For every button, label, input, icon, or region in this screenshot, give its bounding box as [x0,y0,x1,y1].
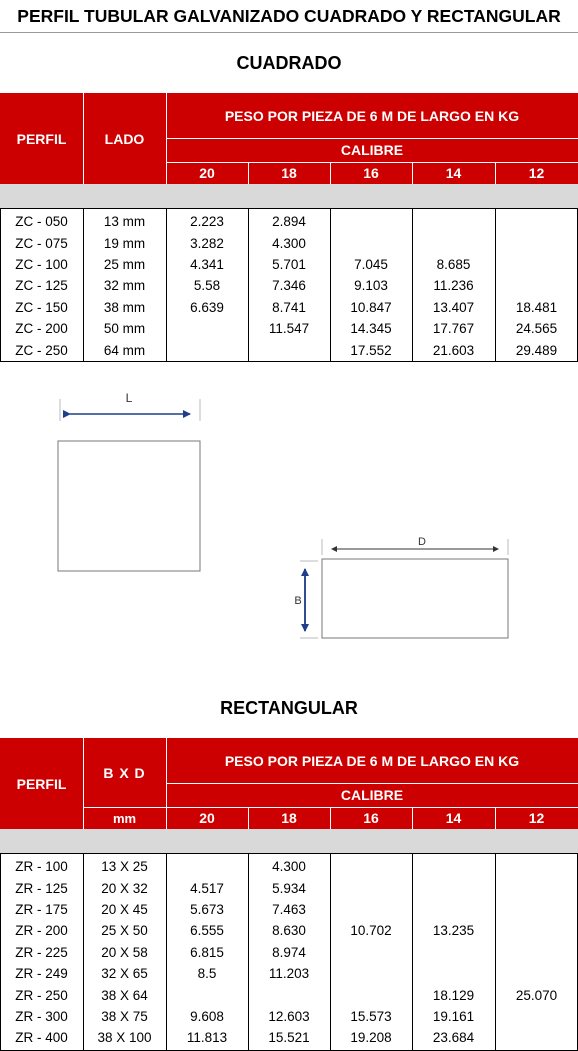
cell-cal-14: 13.235 [432,923,475,939]
cell-cal-14: 18.129 [432,987,475,1003]
cell-cal-18: 5.701 [272,256,306,272]
grid-line [166,162,578,163]
rectangle-profile-drawing [300,539,508,638]
cell-size: 32 mm [103,278,146,294]
cell-perfil: ZR - 250 [15,987,68,1003]
cuadrado-gray-band [0,184,578,208]
grid-line [412,162,413,184]
cell-cal-16 [330,877,412,898]
dimension-diagram-svg [0,385,578,665]
cell-size: 25 mm [103,256,146,272]
cuadrado-calibre-18: 18 [248,162,330,184]
cell-size: 25 X 50 [101,923,148,939]
cell-cal-18: 8.974 [272,944,306,960]
table-row [0,942,578,963]
cell-cal-20: 11.813 [186,1030,228,1046]
cell-cal-14: 21.603 [432,342,475,358]
cell-size: 38 X 100 [97,1030,152,1046]
cell-cal-12 [495,1006,578,1027]
cell-cal-14 [412,963,495,984]
table-row [0,1006,578,1027]
cuadrado-calibre-14: 14 [412,162,495,184]
cell-cal-12: 29.489 [515,342,558,358]
table-row [0,899,578,920]
rectangular-table [0,738,578,1051]
cell-cal-16 [330,232,412,253]
cell-perfil: ZC - 200 [15,321,68,337]
cell-size: 50 mm [103,321,146,337]
cell-cal-14: 11.236 [433,278,474,294]
cuadrado-header-calibre: CALIBRE [166,138,578,162]
cell-cal-12: 24.565 [515,321,558,337]
cell-cal-12 [495,963,578,984]
grid-line [166,783,578,784]
table-row [0,339,578,360]
cell-cal-16: 19.208 [350,1030,392,1046]
cell-cal-18: 2.894 [272,214,306,230]
rect-height-label: B [294,595,302,607]
rectangular-col-unit: mm [83,807,166,829]
cell-cal-16: 15.573 [350,1008,392,1024]
square-profile-drawing [58,399,200,571]
page-title: PERFIL TUBULAR GALVANIZADO CUADRADO Y RECTANGULAR [17,6,561,26]
cell-perfil: ZR - 300 [15,1008,68,1024]
cell-perfil: ZC - 250 [15,342,68,358]
cell-cal-12 [495,254,578,275]
cell-cal-16: 14.345 [350,321,392,337]
cell-cal-18: 4.300 [272,859,306,875]
cell-cal-14 [412,211,495,232]
cell-size: 20 X 45 [101,901,148,917]
rectangular-calibre-16: 16 [330,807,412,829]
rectangular-calibre-20: 20 [166,807,248,829]
rectangular-col-bxd: B X D [83,738,166,807]
table-row [0,232,578,253]
cuadrado-calibre-20: 20 [166,162,248,184]
cell-cal-12 [495,1027,578,1048]
cell-cal-20: 6.815 [190,944,224,960]
cell-cal-20: 2.223 [190,214,224,230]
cell-size: 38 X 64 [101,987,148,1003]
cell-cal-12 [495,877,578,898]
cell-cal-16 [330,963,412,984]
cell-cal-12: 25.070 [515,987,558,1003]
cell-cal-16 [330,984,412,1005]
cell-cal-16: 7.045 [354,256,388,272]
grid-line [495,162,496,184]
rect-width-label: D [418,536,426,548]
cell-cal-16: 10.702 [350,923,392,939]
table-row [0,318,578,339]
cell-cal-14 [412,942,495,963]
cell-cal-12 [495,275,578,296]
grid-line [83,738,84,829]
rectangular-gray-band [0,829,578,853]
rectangular-header-calibre: CALIBRE [166,783,578,807]
cuadrado-table [0,93,578,362]
dimension-diagram [0,385,578,665]
grid-line [330,807,331,829]
cell-cal-20: 6.639 [190,299,224,315]
cell-cal-12 [495,856,578,877]
cell-cal-12 [495,232,578,253]
table-row [0,297,578,318]
cell-cal-20 [166,339,248,360]
cell-cal-16: 10.847 [350,299,392,315]
table-row [0,984,578,1005]
cell-cal-14 [412,232,495,253]
grid-line [495,807,496,829]
cell-perfil: ZC - 050 [15,214,68,230]
cell-cal-14 [412,877,495,898]
cell-cal-18: 8.741 [272,299,306,315]
cell-perfil: ZC - 150 [15,299,68,315]
table-row [0,1027,578,1048]
cuadrado-header-peso: PESO POR PIEZA DE 6 M DE LARGO EN KG [166,93,578,138]
square-side-label: L [125,391,133,405]
rectangular-calibre-14: 14 [412,807,495,829]
cell-cal-20 [166,318,248,339]
rectangular-col-perfil: PERFIL [0,738,83,829]
cell-cal-20: 8.5 [197,966,217,982]
cell-cal-16: 17.552 [350,342,392,358]
cell-size: 20 X 32 [101,880,148,896]
grid-line [248,807,249,829]
cell-cal-18: 7.463 [272,901,306,917]
cell-cal-20: 3.282 [190,235,224,251]
table-row [0,963,578,984]
table-row [0,211,578,232]
cell-cal-18: 15.521 [268,1030,310,1046]
cell-perfil: ZR - 175 [15,901,68,917]
rectangular-calibre-12: 12 [495,807,578,829]
grid-line [83,93,84,184]
cuadrado-calibre-12: 12 [495,162,578,184]
cell-perfil: ZC - 100 [15,256,68,272]
grid-line [330,162,331,184]
cell-perfil: ZR - 400 [15,1030,68,1046]
table-row [0,856,578,877]
cell-perfil: ZR - 125 [15,880,68,896]
cell-cal-18: 8.630 [272,923,306,939]
cell-cal-20: 9.608 [190,1008,224,1024]
grid-line [412,807,413,829]
cell-cal-18: 11.203 [268,966,310,982]
cell-perfil: ZR - 225 [15,944,68,960]
table-row [0,254,578,275]
cell-cal-20: 6.555 [190,923,224,939]
cell-cal-12 [495,942,578,963]
cell-size: 38 X 75 [101,1008,148,1024]
cell-perfil: ZC - 125 [15,278,68,294]
cell-cal-16 [330,856,412,877]
cell-perfil: ZR - 200 [15,923,68,939]
cell-cal-12 [495,899,578,920]
cell-cal-18: 4.300 [272,235,306,251]
rectangular-header-peso: PESO POR PIEZA DE 6 M DE LARGO EN KG [166,738,578,783]
cell-cal-18: 7.346 [272,278,306,294]
cell-cal-18 [248,339,330,360]
rectangular-calibre-18: 18 [248,807,330,829]
cell-cal-16: 9.103 [354,278,388,294]
cell-cal-14: 13.407 [432,299,475,315]
cell-size: 64 mm [103,342,146,358]
cell-size: 13 X 25 [101,859,148,875]
cell-cal-14: 8.685 [436,256,471,272]
cell-cal-16 [330,211,412,232]
cell-cal-12 [495,920,578,941]
cell-cal-20 [166,984,248,1005]
cuadrado-calibre-16: 16 [330,162,412,184]
cell-cal-20: 4.341 [190,256,224,272]
table-row [0,920,578,941]
cell-cal-14: 23.684 [432,1030,475,1046]
cell-size: 19 mm [103,235,146,251]
cell-cal-16 [330,899,412,920]
cell-cal-18: 12.603 [268,1008,310,1024]
cell-cal-14 [412,899,495,920]
cell-cal-14: 17.767 [432,321,475,337]
cell-cal-20: 5.58 [193,278,221,294]
cuadrado-section-title: CUADRADO [236,53,342,73]
cuadrado-col-perfil: PERFIL [0,93,83,184]
cell-cal-20: 5.673 [190,901,224,917]
cell-size: 20 X 58 [101,944,148,960]
cell-cal-12: 18.481 [515,299,558,315]
cell-cal-14 [412,856,495,877]
cell-cal-20: 4.517 [190,880,224,896]
table-row [0,275,578,296]
table-row [0,877,578,898]
cell-cal-18: 5.934 [272,880,306,896]
cell-cal-18: 11.547 [268,321,310,337]
rectangular-section-title: RECTANGULAR [220,698,358,718]
cell-cal-14: 19.161 [432,1008,475,1024]
cell-size: 32 X 65 [101,966,148,982]
cell-size: 38 mm [103,299,146,315]
cell-cal-20 [166,856,248,877]
cell-cal-12 [495,211,578,232]
grid-line [248,162,249,184]
cuadrado-col-lado: LADO [83,93,166,184]
cell-perfil: ZR - 249 [15,966,68,982]
grid-line [166,138,578,139]
cell-cal-18 [248,984,330,1005]
title-divider [0,32,578,33]
cell-perfil: ZC - 075 [15,235,68,251]
cell-perfil: ZR - 100 [15,859,68,875]
cell-size: 13 mm [103,214,146,230]
cell-cal-16 [330,942,412,963]
